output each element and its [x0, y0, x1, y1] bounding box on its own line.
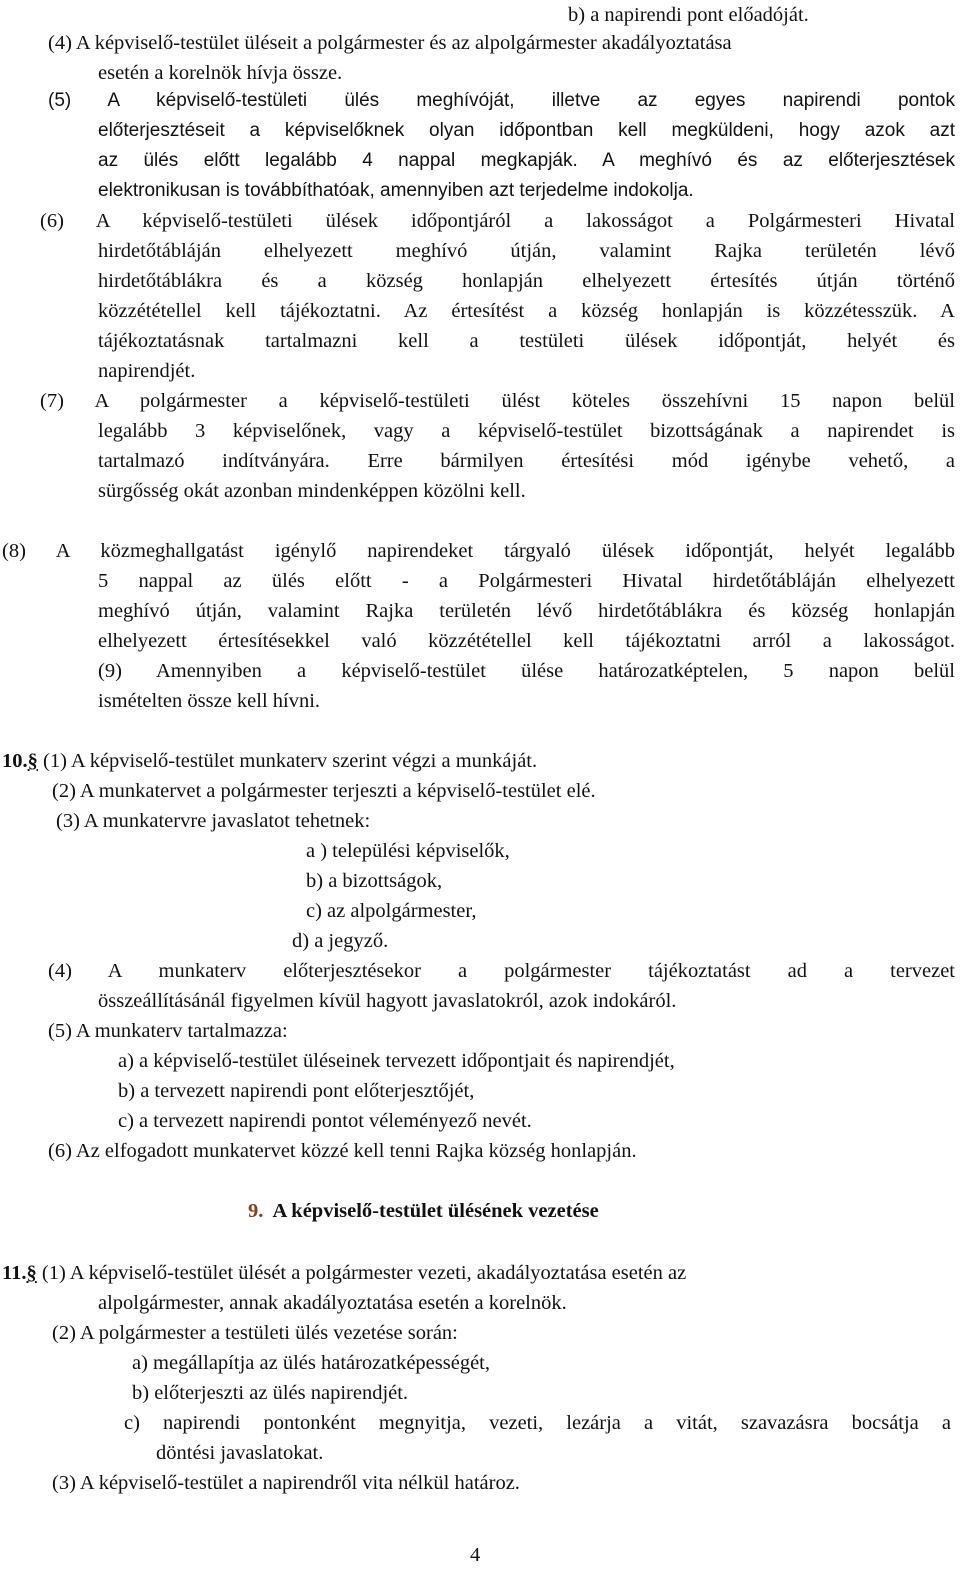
paragraph-line: (4) A munkaterv előterjesztésekor a polgármester tájékoztatást ad a tervezet [48, 960, 955, 982]
paragraph-text: (1) A képviselő-testület munkaterv szerint végzi a munkáját. [37, 750, 538, 772]
paragraph-line: hirdetőtáblákra és a község honlapján elhelyezett értesítés útján történő [98, 270, 955, 292]
paragraph-line: elhelyezett értesítésekkel való közzététellel kell tájékoztatni arról a lakosságot. [98, 630, 955, 652]
list-item: a) megállapítja az ülés határozatképességét, [132, 1352, 490, 1374]
paragraph-line: esetén a korelnök hívja össze. [98, 62, 343, 84]
list-item: c) napirendi pontonként megnyitja, vezeti, lezárja a vitát, szavazásra bocsátja a [124, 1412, 951, 1434]
list-item: döntési javaslatokat. [156, 1442, 324, 1464]
list-item: c) az alpolgármester, [306, 900, 477, 922]
list-item: b) a bizottságok, [306, 870, 443, 892]
list-item: b) a napirendi pont előadóját. [568, 4, 809, 26]
paragraph-line: (2) A polgármester a testületi ülés vezetése során: [52, 1322, 458, 1344]
list-item: c) a tervezett napirendi pontot véleményező nevét. [118, 1110, 532, 1132]
paragraph-line: (2) A munkatervet a polgármester terjeszti a képviselő-testület elé. [52, 780, 596, 802]
paragraph-line: összeállításánál figyelmen kívül hagyott javaslatokról, azok indokáról. [98, 990, 677, 1012]
paragraph-line: (3) A képviselő-testület a napirendről vita nélkül határoz. [52, 1472, 520, 1494]
list-item: b) a tervezett napirendi pont előterjesztőjét, [118, 1080, 475, 1102]
list-item: a ) települési képviselők, [306, 840, 510, 862]
paragraph-line: elektronikusan is továbbíthatóak, amennyiben azt terjedelme indokolja. [98, 180, 694, 201]
paragraph-line: (8) A közmeghallgatást igénylő napirendeket tárgyaló ülések időpontját, helyét legalább [2, 540, 955, 562]
paragraph-line: legalább 3 képviselőnek, vagy a képviselő-testület bizottságának a napirendet is [98, 420, 955, 442]
paragraph-text: (1) A képviselő-testület ülését a polgármester vezeti, akadályoztatása esetén az [36, 1262, 687, 1284]
paragraph-line: (9) Amennyiben a képviselő-testület ülése határozatképtelen, 5 napon belül [98, 660, 955, 682]
section-line [2, 746, 537, 776]
section-line [2, 1258, 686, 1288]
paragraph-line: közzététellel kell tájékoztatni. Az értesítést a község honlapján is közzétesszük. A [98, 300, 955, 322]
section-heading [248, 1196, 599, 1226]
heading-title: A képviselő-testület ülésének vezetése [272, 1200, 599, 1222]
list-item: b) előterjeszti az ülés napirendjét. [132, 1382, 409, 1404]
paragraph-line: (5) A munkaterv tartalmazza: [48, 1020, 288, 1042]
list-item: d) a jegyző. [292, 930, 389, 952]
paragraph-line: tartalmazó indítványára. Erre bármilyen értesítési mód igénybe vehető, a [98, 450, 955, 472]
section-sign: § [27, 750, 38, 772]
paragraph-line: (3) A munkatervre javaslatot tehetnek: [56, 810, 371, 832]
paragraph-line: (7) A polgármester a képviselő-testületi ülést köteles összehívni 15 napon belül [40, 390, 955, 412]
paragraph-line: az ülés előtt legalább 4 nappal megkapják. A meghívó és az előterjesztések [98, 150, 955, 171]
paragraph-line: meghívó útján, valamint Rajka területén lévő hirdetőtáblákra és község honlapján [98, 600, 955, 622]
paragraph-line: alpolgármester, annak akadályoztatása esetén a korelnök. [98, 1292, 567, 1314]
section-number: 10. [2, 750, 28, 772]
page-number: 4 [470, 1544, 481, 1566]
heading-number: 9. [248, 1200, 264, 1222]
paragraph-line: (4) A képviselő-testület üléseit a polgármester és az alpolgármester akadályoztatása [48, 32, 732, 54]
paragraph-line: tájékoztatásnak tartalmazni kell a testületi ülések időpontját, helyét és [98, 330, 955, 352]
section-sign: § [26, 1262, 37, 1284]
paragraph-line: előterjesztéseit a képviselőknek olyan időpontban kell megküldeni, hogy azok azt [98, 120, 955, 141]
paragraph-line: (5) A képviselő-testületi ülés meghívóját, illetve az egyes napirendi pontok [48, 90, 955, 111]
paragraph-line: 5 nappal az ülés előtt - a Polgármesteri Hivatal hirdetőtábláján elhelyezett [98, 570, 955, 592]
paragraph-line: sürgősség okát azonban mindenképpen közölni kell. [98, 480, 526, 502]
paragraph-line: (6) A képviselő-testületi ülések időpontjáról a lakosságot a Polgármesteri Hivatal [40, 210, 955, 232]
list-item: a) a képviselő-testület üléseinek tervezett időpontjait és napirendjét, [118, 1050, 675, 1072]
paragraph-line: hirdetőtábláján elhelyezett meghívó útján, valamint Rajka területén lévő [98, 240, 955, 262]
paragraph-line: ismételten össze kell hívni. [98, 690, 321, 712]
paragraph-line: (6) Az elfogadott munkatervet közzé kell tenni Rajka község honlapján. [48, 1140, 637, 1162]
paragraph-line: napirendjét. [98, 360, 196, 382]
section-number: 11. [2, 1262, 27, 1284]
